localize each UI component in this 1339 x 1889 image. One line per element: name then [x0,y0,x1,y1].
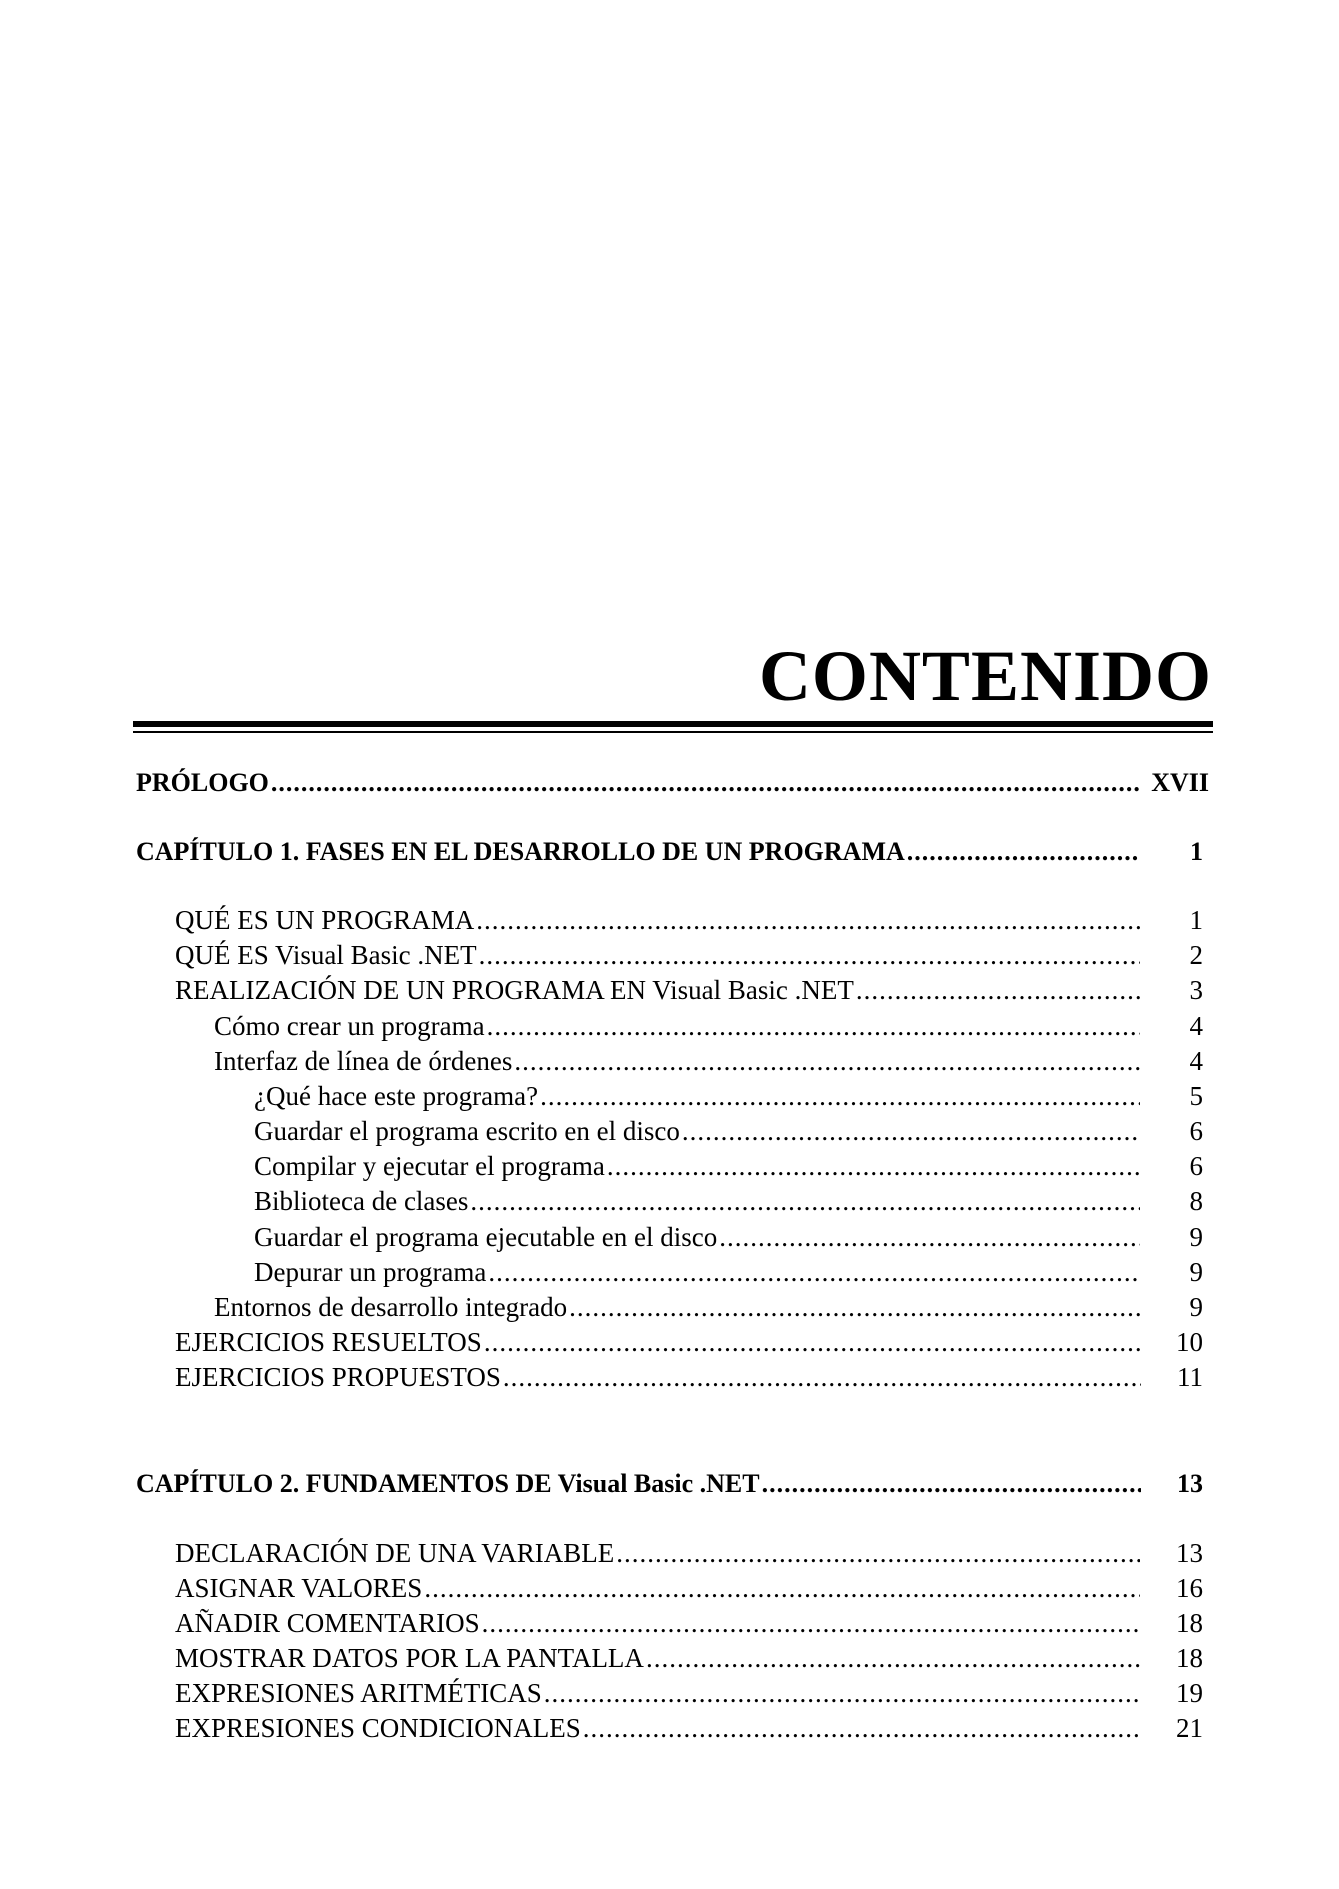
toc-dot-leader [616,1536,1140,1570]
toc-entry-label: CAPÍTULO 1. FASES EN EL DESARROLLO DE UN PROGRAMA [136,837,905,866]
toc-dot-leader [488,1255,1139,1289]
toc-dot-leader [479,938,1140,972]
toc-page-number: 16 [1176,1573,1203,1603]
toc-dot-leader [514,1044,1139,1078]
toc-entry[interactable] [175,1360,1203,1394]
toc-entry-label: Depurar un programa [254,1257,487,1287]
toc-entry-label: EJERCICIOS RESUELTOS [175,1327,482,1357]
toc-entry[interactable] [175,973,1203,1007]
toc-page-number: 1 [1190,837,1203,866]
toc-entry[interactable] [214,1009,1203,1043]
toc-dot-leader [646,1641,1140,1675]
toc-entry-label: Guardar el programa ejecutable en el disco [254,1222,718,1252]
toc-entry[interactable] [254,1149,1203,1183]
toc-entry-label: Compilar y ejecutar el programa [254,1151,605,1181]
toc-entry[interactable] [175,1711,1203,1745]
toc-page-number: 9 [1189,1292,1203,1322]
toc-page-number: 4 [1189,1046,1203,1076]
toc-entry-label: Entornos de desarrollo integrado [214,1292,568,1322]
toc-entry-label: Guardar el programa escrito en el disco [254,1116,680,1146]
toc-entry[interactable] [254,1114,1203,1148]
toc-entry[interactable] [175,938,1203,972]
toc-page-number: 10 [1176,1327,1203,1357]
page-title: CONTENIDO [758,636,1212,716]
toc-page-number: 13 [1176,1538,1203,1568]
toc-page-number: 5 [1189,1081,1203,1111]
toc-page-number: 9 [1189,1222,1203,1252]
toc-entry[interactable] [175,1641,1203,1675]
toc-dot-leader [487,1009,1140,1043]
toc-page-number: 3 [1189,975,1203,1005]
toc-page-number: 19 [1176,1678,1203,1708]
toc-dot-leader [583,1711,1140,1745]
toc-entry-label: QUÉ ES Visual Basic .NET [175,940,477,970]
toc-dot-leader [271,766,1141,800]
toc-entry[interactable] [175,1571,1203,1605]
toc-page-number: 21 [1176,1713,1203,1743]
toc-dot-leader [544,1676,1140,1710]
toc-page-number: 2 [1189,940,1203,970]
toc-entry-prologo[interactable] [136,766,1209,800]
toc-page-number: 4 [1189,1011,1203,1041]
toc-entry-label: DECLARACIÓN DE UNA VARIABLE [175,1538,615,1568]
toc-entry[interactable] [175,1536,1203,1570]
toc-entry[interactable] [214,1290,1203,1324]
toc-entry[interactable] [254,1184,1203,1218]
toc-entry-label: ¿Qué hace este programa? [254,1081,539,1111]
toc-dot-leader [856,973,1140,1007]
toc-entry-label: EXPRESIONES ARITMÉTICAS [175,1678,542,1708]
toc-entry-label: AÑADIR COMENTARIOS [175,1608,480,1638]
toc-entry-label: CAPÍTULO 2. FUNDAMENTOS DE Visual Basic .NET [136,1469,760,1498]
toc-page-number: XVII [1151,768,1209,797]
toc-entry[interactable] [175,1606,1203,1640]
toc-entry-label: MOSTRAR DATOS POR LA PANTALLA [175,1643,644,1673]
toc-page-number: 11 [1177,1362,1203,1392]
toc-dot-leader [907,835,1140,869]
toc-entry-label: PRÓLOGO [136,768,269,797]
toc-entry[interactable] [175,1325,1203,1359]
toc-entry[interactable] [254,1079,1203,1113]
toc-entry[interactable] [175,903,1203,937]
toc-entry-label: QUÉ ES UN PROGRAMA [175,905,475,935]
toc-dot-leader [470,1184,1139,1218]
toc-dot-leader [482,1606,1140,1640]
toc-page-number: 6 [1189,1151,1203,1181]
toc-page-number: 18 [1176,1608,1203,1638]
toc-entry-label: EJERCICIOS PROPUESTOS [175,1362,501,1392]
toc-entry[interactable] [254,1220,1203,1254]
toc-page-number: 1 [1189,905,1203,935]
toc-page-number: 8 [1189,1186,1203,1216]
toc-entry[interactable] [254,1255,1203,1289]
toc-entry[interactable] [214,1044,1203,1078]
toc-entry-label: Biblioteca de clases [254,1186,469,1216]
toc-entry-label: ASIGNAR VALORES [175,1573,423,1603]
toc-dot-leader [719,1220,1139,1254]
toc-entry-label: REALIZACIÓN DE UN PROGRAMA EN Visual Basic .NET [175,975,854,1005]
toc-page-number: 6 [1189,1116,1203,1146]
toc-dot-leader [569,1290,1139,1324]
toc-dot-leader [476,903,1139,937]
toc-dot-leader [424,1571,1140,1605]
toc-entry-label: EXPRESIONES CONDICIONALES [175,1713,581,1743]
toc-dot-leader [682,1114,1140,1148]
toc-entry-label: Cómo crear un programa [214,1011,485,1041]
toc-dot-leader [607,1149,1140,1183]
toc-entry-chapter-2[interactable] [136,1467,1203,1501]
toc-dot-leader [762,1467,1141,1501]
toc-dot-leader [540,1079,1139,1113]
toc-entry-label: Interfaz de línea de órdenes [214,1046,513,1076]
toc-dot-leader [503,1360,1141,1394]
toc-entry[interactable] [175,1676,1203,1710]
toc-page-number: 13 [1177,1469,1203,1498]
toc-page-number: 18 [1176,1643,1203,1673]
toc-dot-leader [484,1325,1140,1359]
toc-entry-chapter-1[interactable] [136,835,1203,869]
toc-page-number: 9 [1189,1257,1203,1287]
